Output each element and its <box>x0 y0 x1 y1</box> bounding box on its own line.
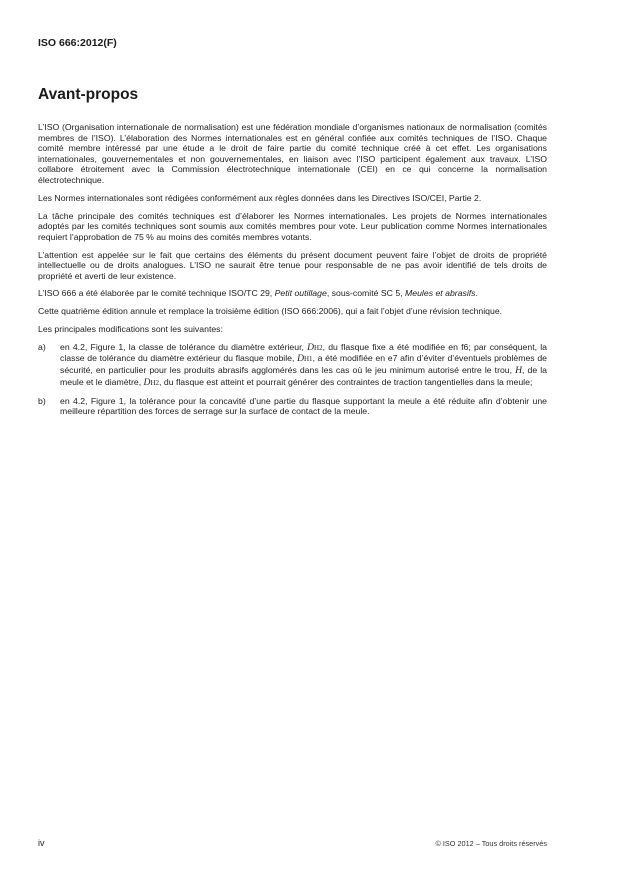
paragraph-iso-intro: L’ISO (Organisation internationale de normalisation) est une fédération mondiale d’organismes nationaux de normalisation (comités membres de l’ISO). L’élaboration des Normes internationales est en général confiée aux comités techniques de l’ISO. Chaque comité membre intéressé par une étude a le droit de faire partie du comité technique créé à cet effet. Les organisations internationales, gouvernementales et non gouvernementales, en liaison avec l’ISO participent également aux travaux. L’ISO collabore étroitement avec la Commission électrotechnique internationale (CEI) en ce qui concerne la normalisation électrotechnique. <box>38 122 547 185</box>
list-text: en 4.2, Figure 1, la classe de tolérance du diamètre extérieur, <box>60 341 308 352</box>
paragraph-modifications-intro: Les principales modifications sont les suivantes: <box>38 324 223 335</box>
committee-end: . <box>475 288 478 299</box>
committee-text: L’ISO 666 a été élaborée par le comité technique ISO/TC 29, <box>38 288 275 299</box>
foreword-body <box>38 122 547 424</box>
subcommittee-text: , sous-comité SC 5, <box>326 288 406 299</box>
list-item <box>38 342 547 388</box>
paragraph-edition: Cette quatrième édition annule et remplace la troisième édition (ISO 666:2006), qui a fait l’objet d’une révision technique. <box>38 306 503 317</box>
symbol-dh2: DH2 <box>307 341 323 353</box>
symbol-h: H <box>515 365 523 376</box>
list-text: , de la meule et le diamètre, <box>60 365 548 387</box>
document-id: ISO 666:2012(F) <box>38 37 117 49</box>
list-marker: a) <box>38 341 46 352</box>
list-text: , a été modifiée en e7 afin d’éviter d’éventuels problèmes de sécurité, en particulier pour les produits abrasifs agglomérés dans les cas où le jeu minimum autorisé entre le trou, <box>60 353 547 375</box>
paragraph-committee <box>38 288 547 299</box>
list-item <box>38 396 547 417</box>
page-number: iv <box>38 838 45 848</box>
symbol-dh1: DH1 <box>297 353 313 365</box>
committee-title-italic: Petit outillage <box>274 288 327 299</box>
symbol-dh2: DH2 <box>143 376 160 388</box>
list-text: en 4.2, Figure 1, la tolérance pour la concavité d’une partie du flasque supportant la meule a été réduite afin d’obtenir une meilleure répartition des forces de serrage sur la surface de contact de la meule. <box>60 395 547 417</box>
paragraph-directives: Les Normes internationales sont rédigées conformément aux règles données dans les Directives ISO/CEI, Partie 2. <box>38 192 482 203</box>
list-text: , du flasque fixe a été modifiée en f6; par conséquent, la classe de tolérance du diamètre extérieur du flasque mobile, <box>60 341 547 364</box>
page-title: Avant-propos <box>38 86 139 103</box>
paragraph-patent-rights: L’attention est appelée sur le fait que certains des éléments du présent document peuvent faire l’objet de droits de propriété intellectuelle ou de droits analogues. L’ISO ne saurait être tenue pour responsable de ne pas avoir identifié de tels droits de propriété et averti de leur existence. <box>38 249 547 281</box>
list-marker: b) <box>38 395 46 406</box>
modifications-list <box>38 342 547 417</box>
copyright-notice: © ISO 2012 – Tous droits réservés <box>435 839 547 848</box>
subcommittee-title-italic: Meules et abrasifs <box>405 288 476 299</box>
list-text: , du flasque est atteint et pourrait générer des contraintes de traction tangentielles dans la meule; <box>159 376 533 387</box>
paragraph-main-task: La tâche principale des comités techniques est d’élaborer les Normes internationales. Les projets de Normes internationales adoptés par les comités techniques sont soumis aux comités membres pour vote. Leur publication comme Normes internationales requiert l’approbation de 75 % au moins des comités membres votants. <box>38 210 547 242</box>
